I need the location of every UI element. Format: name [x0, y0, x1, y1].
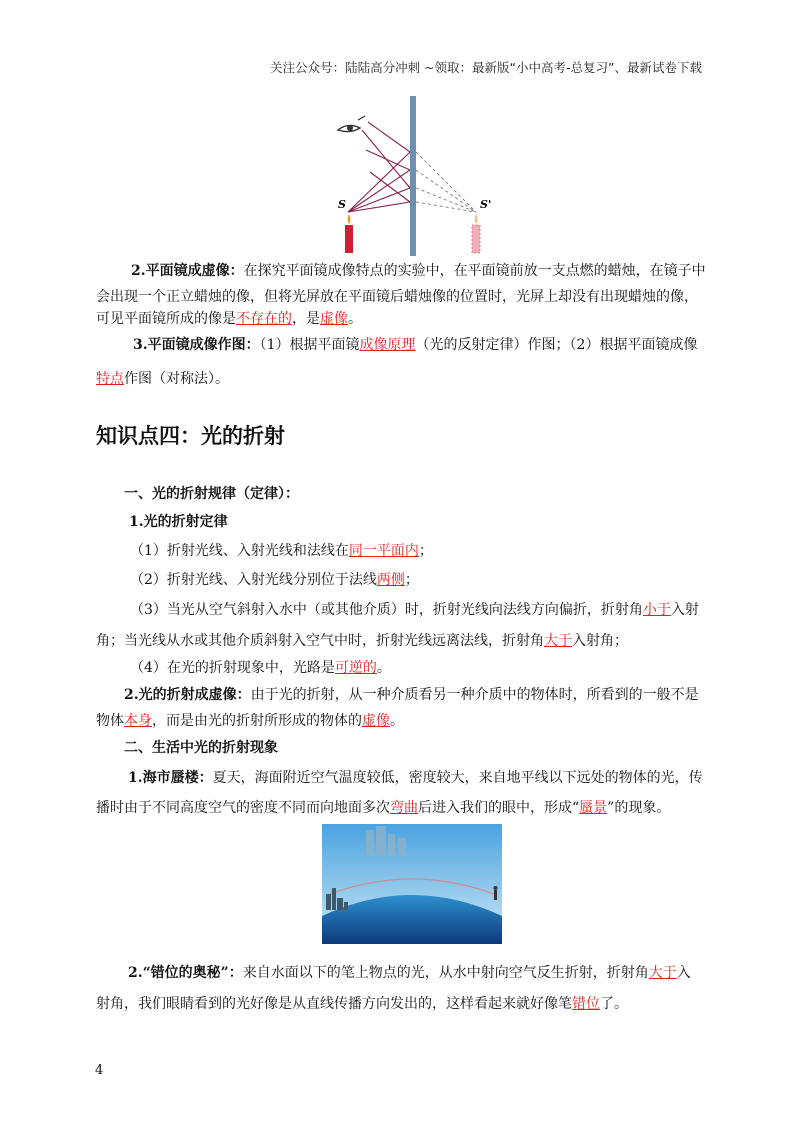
- law-item-2: （2）折射光线、入射光线分别位于法线两侧；: [130, 572, 419, 588]
- pen-line1: 2.“错位的奥秘”：来自水面以下的笔上物点的光，从水中射向空气反生折射，折射角大于入: [128, 965, 691, 981]
- law-heading: 一、光的折射规律（定律）：: [124, 486, 299, 502]
- eye-icon: [338, 116, 365, 132]
- page-number: 4: [95, 1063, 104, 1078]
- law-subheading: 1.光的折射定律: [129, 514, 228, 530]
- candle-icon: [345, 214, 353, 253]
- drawing-para-line1: 3.平面镜成像作图：（1）根据平面镜成像原理（光的反射定律）作图；（2）根据平面镜成像: [133, 337, 698, 353]
- mirror: [410, 96, 416, 256]
- refraction-image-line1: 2.光的折射成虚像：由于光的折射，从一种介质看另一种介质中的物体时，所看到的一般不是: [124, 687, 699, 703]
- pen-line2: 射角，我们眼睛看到的光好像是从直线传播方向发出的，这样看起来就好像笔错位了。: [96, 996, 628, 1012]
- plane-mirror-figure: [320, 92, 500, 262]
- mirage-illustration: [322, 824, 502, 944]
- law-item-3-line1: （3）当光从空气斜射入水中（或其他介质）时，折射光线向法线方向偏折，折射角小于入射: [130, 602, 699, 618]
- light-rays: [348, 122, 410, 212]
- refraction-image-line2: 物体本身，而是由光的折射所形成的物体的虚像。: [96, 713, 404, 729]
- section-title: 知识点四：光的折射: [96, 424, 285, 448]
- observer-icon: [494, 886, 498, 900]
- law-item-4: （4）在光的折射现象中，光路是可逆的。: [130, 660, 391, 676]
- mirage-line1: 1.海市蜃楼：夏天，海面附近空气温度较低，密度较大，来自地平线以下远处的物体的光，传: [128, 770, 703, 786]
- law-item-3-line2: 角；当光线从水或其他介质斜射入空气中时，折射光线远离法线，折射角大于入射角；: [96, 633, 628, 649]
- law-item-1: （1）折射光线、入射光线和法线在同一平面内；: [130, 543, 433, 559]
- candle-image-icon: [472, 214, 480, 253]
- virtual-image-para-line2: 会出现一个正立蜡烛的像，但将光屏放在平面镜后蜡烛像的位置时，光屏上却没有出现蜡烛的像，: [96, 289, 698, 305]
- virtual-image-para-line1: 2.平面镜成虚像：在探究平面镜成像特点的实验中，在平面镜前放一支点燃的蜡烛，在镜子中: [131, 263, 706, 279]
- virtual-image-para-line3: 可见平面镜所成的像是不存在的，是虚像。: [96, 311, 362, 327]
- page-header: 关注公众号：陆陆高分冲刺 ~领取：最新版“小中高考-总复习”、最新试卷下载: [270, 60, 702, 75]
- label-s: S: [338, 198, 346, 211]
- virtual-rays: [416, 152, 476, 212]
- label-s-prime: S': [480, 198, 492, 211]
- mirage-line2: 播时由于不同高度空气的密度不同而向地面多次弯曲后进入我们的眼中，形成“蜃景”的现象。: [96, 800, 671, 816]
- life-heading: 二、生活中光的折射现象: [124, 740, 278, 756]
- drawing-para-line2: 特点作图（对称法）。: [96, 371, 229, 387]
